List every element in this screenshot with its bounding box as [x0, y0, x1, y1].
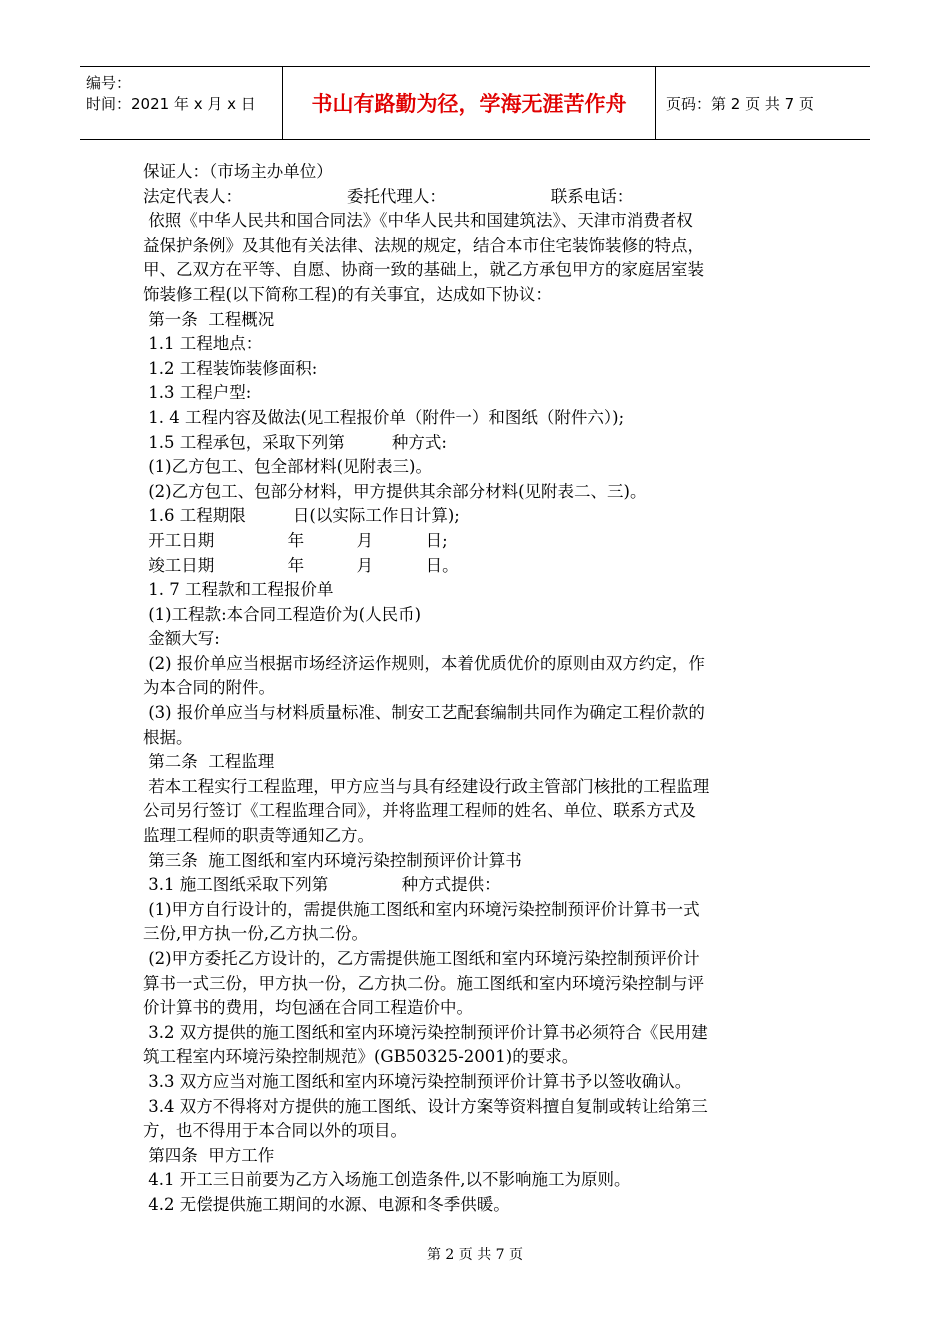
header-page-number: 页码：第 2 页 共 7 页: [666, 94, 814, 113]
body-line: (1)乙方包工、包全部材料(见附表三)。: [143, 457, 432, 477]
body-line: 1.6 工程期限 日(以实际工作日计算);: [143, 506, 460, 526]
body-line: (1)工程款:本合同工程造价为(人民币): [143, 604, 422, 624]
body-line: 第一条 工程概况: [143, 309, 275, 329]
body-line: 方，也不得用于本合同以外的项目。: [143, 1121, 407, 1141]
body-line: (3) 报价单应当与材料质量标准、制安工艺配套编制共同作为确定工程价款的: [143, 703, 705, 723]
body-line: 第二条 工程监理: [143, 752, 275, 772]
body-line: (2)甲方委托乙方设计的，乙方需提供施工图纸和室内环境污染控制预评价计: [143, 949, 700, 968]
body-line: 3.1 施工图纸采取下列第 种方式提供：: [143, 875, 501, 895]
page-footer: 第 2 页 共 7 页: [426, 1247, 524, 1263]
body-line: 第三条 施工图纸和室内环境污染控制预评价计算书: [143, 850, 522, 870]
body-line: 开工日期 年 月 日;: [143, 530, 448, 550]
body-line: 若本工程实行工程监理，甲方应当与具有经建设行政主管部门核批的工程监理: [143, 776, 710, 796]
body-line: 3.3 双方应当对施工图纸和室内环境污染控制预评价计算书予以签收确认。: [143, 1071, 692, 1091]
body-line: 饰装修工程(以下简称工程)的有关事宜，达成如下协议：: [143, 284, 552, 304]
body-line: 监理工程师的职责等通知乙方。: [143, 826, 374, 846]
document-header: [80, 66, 870, 140]
body-line: 4.2 无偿提供施工期间的水源、电源和冬季供暖。: [143, 1194, 510, 1214]
body-line: 1.3 工程户型:: [143, 383, 252, 403]
header-meta: [80, 67, 283, 139]
body-line: 依照《中华人民共和国合同法》《中华人民共和国建筑法》、天津市消费者权: [143, 211, 693, 231]
body-line: 1.1 工程地点：: [143, 334, 263, 354]
body-line: (2)乙方包工、包部分材料，甲方提供其余部分材料(见附表二、三)。: [143, 481, 647, 501]
body-line: 益保护条例》及其他有关法律、法规的规定，结合本市住宅装饰装修的特点，: [143, 235, 704, 255]
body-line: 三份,甲方执一份,乙方执二份。: [143, 924, 368, 944]
body-line: 保证人：（市场主办单位）: [143, 162, 333, 181]
body-line: 3.4 双方不得将对方提供的施工图纸、设计方案等资料擅自复制或转让给第三: [143, 1096, 708, 1116]
body-line: 公司另行签订《工程监理合同》，并将监理工程师的姓名、单位、联系方式及: [143, 801, 696, 821]
body-line: 甲、乙双方在平等、自愿、协商一致的基础上，就乙方承包甲方的家庭居室装: [143, 260, 704, 280]
body-line: 1. 7 工程款和工程报价单: [143, 580, 334, 600]
header-motto: 书山有路勤为径，学海无涯苦作舟: [283, 67, 656, 139]
body-line: 1.2 工程装饰装修面积:: [143, 358, 318, 378]
body-line: 为本合同的附件。: [143, 678, 275, 698]
body-line: 金额大写:: [143, 629, 220, 649]
body-line: 算书一式三份，甲方执一份，乙方执二份。施工图纸和室内环境污染控制与评: [143, 973, 704, 993]
date-line: 时间：2021 年 x 月 x 日: [86, 95, 256, 113]
body-line: (2) 报价单应当根据市场经济运作规则，本着优质优价的原则由双方约定，作: [143, 653, 705, 673]
body-line: 竣工日期 年 月 日。: [143, 555, 459, 575]
body-line: 1.5 工程承包，采取下列第 种方式:: [143, 432, 447, 452]
body-line: 根据。: [143, 727, 193, 747]
contract-body: [143, 160, 813, 1218]
body-line: 价计算书的费用，均包涵在合同工程造价中。: [143, 998, 473, 1018]
body-line: 3.2 双方提供的施工图纸和室内环境污染控制预评价计算书必须符合《民用建: [143, 1022, 708, 1042]
number-label: 编号：: [86, 74, 132, 92]
body-line: 第四条 甲方工作: [143, 1145, 275, 1165]
body-line: 法定代表人： 委托代理人： 联系电话：: [143, 186, 634, 206]
body-line: (1)甲方自行设计的，需提供施工图纸和室内环境污染控制预评价计算书一式: [143, 899, 700, 919]
body-line: 筑工程室内环境污染控制规范》(GB50325-2001)的要求。: [143, 1047, 579, 1067]
body-line: 1. 4 工程内容及做法(见工程报价单（附件一）和图纸（附件六）);: [143, 407, 625, 427]
body-line: 4.1 开工三日前要为乙方入场施工创造条件,以不影响施工为原则。: [143, 1170, 631, 1190]
